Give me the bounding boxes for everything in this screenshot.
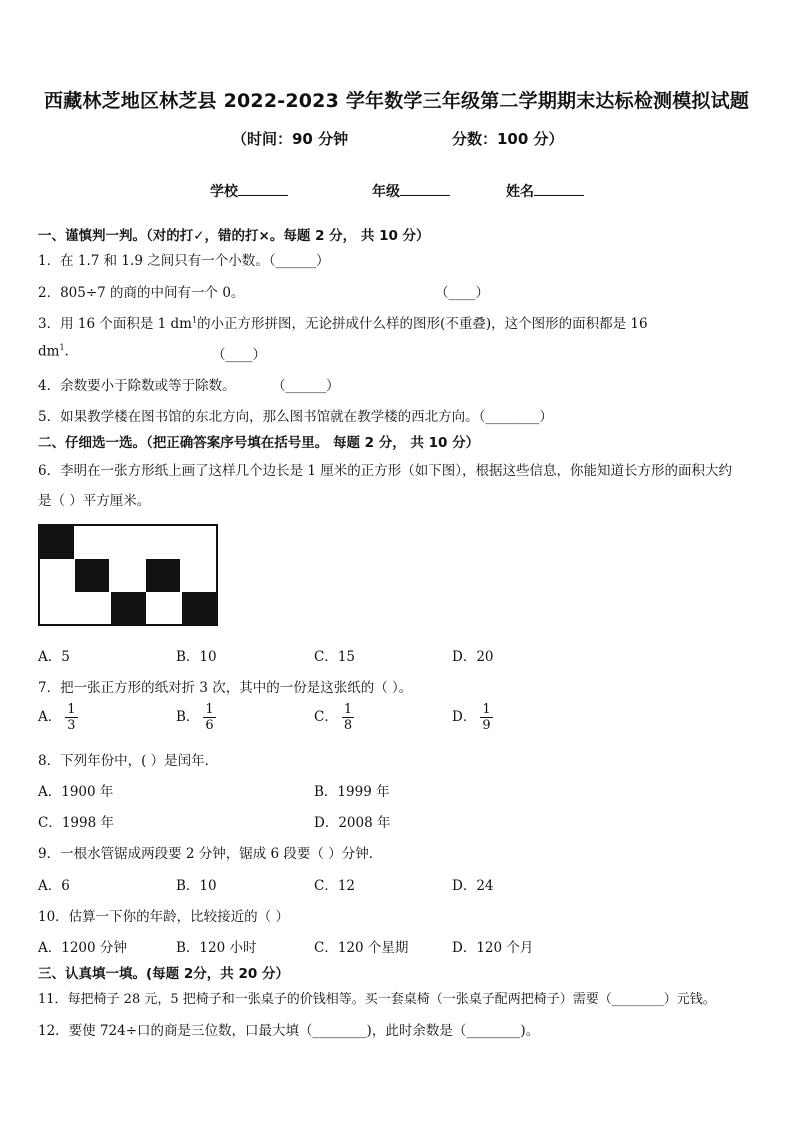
q9-option-b[interactable]: B．10 xyxy=(176,878,217,894)
question-2: 2．805÷7 的商的中间有一个 0。 xyxy=(38,285,245,301)
q7-option-d[interactable] xyxy=(452,702,493,733)
question-5: 5．如果教学楼在图书馆的东北方向，那么图书馆就在教学楼的西北方向。（________） xyxy=(38,409,553,425)
question-8: 8．下列年份中，( ）是闰年． xyxy=(38,753,219,769)
grade-label: 年级 xyxy=(372,184,400,200)
q8-option-a[interactable]: A．1900 年 xyxy=(38,784,114,800)
q9-option-a[interactable]: A．6 xyxy=(38,878,70,894)
q8-option-d[interactable]: D．2008 年 xyxy=(314,815,391,831)
question-6-line-2: 是（ ）平方厘米。 xyxy=(38,493,151,509)
question-6-figure xyxy=(38,524,220,628)
q6-option-c[interactable]: C．15 xyxy=(314,649,356,665)
q7-option-d-label: D． xyxy=(452,709,477,725)
q10-option-b[interactable]: B．120 小时 xyxy=(176,940,257,956)
q7-option-c[interactable] xyxy=(314,702,354,733)
question-12: 12．要使 724÷口的商是三位数，口最大填（________)，此时余数是（________)。 xyxy=(38,1023,540,1039)
q9-option-c[interactable]: C．12 xyxy=(314,878,356,894)
q10-option-d[interactable]: D．120 个月 xyxy=(452,940,534,956)
question-3-text-a: 3．用 16 个面积是 1 dm xyxy=(38,316,192,332)
exam-time: （时间：90 分钟 xyxy=(232,130,349,148)
figure-square-2 xyxy=(75,559,109,592)
grade-field xyxy=(372,181,450,201)
question-11: 11．每把椅子 28 元，5 把椅子和一张桌子的价钱相等。买一套桌椅（一张桌子配两把椅子）需要（________）元钱。 xyxy=(38,992,716,1007)
q6-option-d[interactable]: D．20 xyxy=(452,649,494,665)
q7-option-b-fraction: $\frac{1}{6}$ xyxy=(205,702,214,733)
q7-option-b-label: B． xyxy=(176,709,200,725)
question-3-unit-sup: 1 xyxy=(59,343,65,352)
figure-square-4 xyxy=(146,559,180,592)
figure-square-3 xyxy=(111,592,146,625)
question-3-sup: 1 xyxy=(191,315,198,325)
question-3-cont xyxy=(38,343,69,360)
figure-square-5 xyxy=(182,592,217,625)
q7-option-a[interactable] xyxy=(38,702,78,733)
question-10: 10．估算一下你的年龄，比较接近的（ ） xyxy=(38,909,289,925)
school-blank[interactable] xyxy=(238,181,288,196)
q7-option-b[interactable] xyxy=(176,702,216,733)
question-1: 1．在 1.7 和 1.9 之间只有一个小数。（______） xyxy=(38,253,330,269)
section-2-heading: 二、仔细选一选。（把正确答案序号填在括号里。 每题 2 分， 共 10 分） xyxy=(38,435,480,451)
q8-option-b[interactable]: B．1999 年 xyxy=(314,784,390,800)
q7-option-c-fraction: $\frac{1}{8}$ xyxy=(343,702,353,733)
grade-blank[interactable] xyxy=(400,181,450,196)
question-3 xyxy=(38,312,648,332)
q7-option-a-label: A． xyxy=(38,709,62,725)
q9-option-d[interactable]: D．24 xyxy=(452,878,494,894)
name-field xyxy=(506,181,584,201)
q10-option-a[interactable]: A．1200 分钟 xyxy=(38,940,127,956)
name-label: 姓名 xyxy=(506,184,534,200)
question-3-text-b: 的小正方形拼图，无论拼成什么样的图形(不重叠)，这个图形的面积都是 16 xyxy=(197,316,648,332)
school-label: 学校 xyxy=(210,184,238,200)
q8-option-c[interactable]: C．1998 年 xyxy=(38,815,114,831)
q7-option-c-label: C． xyxy=(314,709,338,725)
exam-score: 分数：100 分） xyxy=(452,130,564,148)
figure-square-1 xyxy=(39,525,74,559)
question-9: 9．一根水管锯成两段要 2 分钟，锯成 6 段要（ ）分钟． xyxy=(38,846,383,862)
school-field xyxy=(210,181,288,201)
question-4: 4．余数要小于除数或等于除数。 xyxy=(38,378,236,394)
q7-option-a-fraction: $\frac{1}{3}$ xyxy=(67,702,76,733)
question-7: 7．把一张正方形的纸对折 3 次，其中的一份是这张纸的（ ）。 xyxy=(38,680,413,696)
question-2-blank[interactable]: （____） xyxy=(435,285,489,301)
q6-option-a[interactable]: A．5 xyxy=(38,649,70,665)
name-blank[interactable] xyxy=(534,181,584,196)
question-4-blank[interactable]: （______） xyxy=(272,378,340,394)
page-title: 西藏林芝地区林芝县 2022-2023 学年数学三年级第二学期期末达标检测模拟试题 xyxy=(43,90,750,112)
section-3-heading: 三、认真填一填。(每题 2分，共 20 分） xyxy=(38,966,289,982)
question-6-line-1: 6．李明在一张方形纸上画了这样几个边长是 1 厘米的正方形（如下图），根据这些信息，你能知道长方形的面积大约 xyxy=(38,463,733,479)
question-3-blank[interactable]: （____） xyxy=(212,347,266,363)
q6-option-b[interactable]: B．10 xyxy=(176,649,217,665)
q10-option-c[interactable]: C．120 个星期 xyxy=(314,940,409,956)
q7-option-d-fraction: $\frac{1}{9}$ xyxy=(482,702,491,733)
question-3-unit: dm xyxy=(38,343,60,360)
question-3-end: . xyxy=(64,343,69,360)
section-1-heading: 一、谨慎判一判。（对的打✓，错的打×。每题 2 分， 共 10 分） xyxy=(38,228,430,244)
